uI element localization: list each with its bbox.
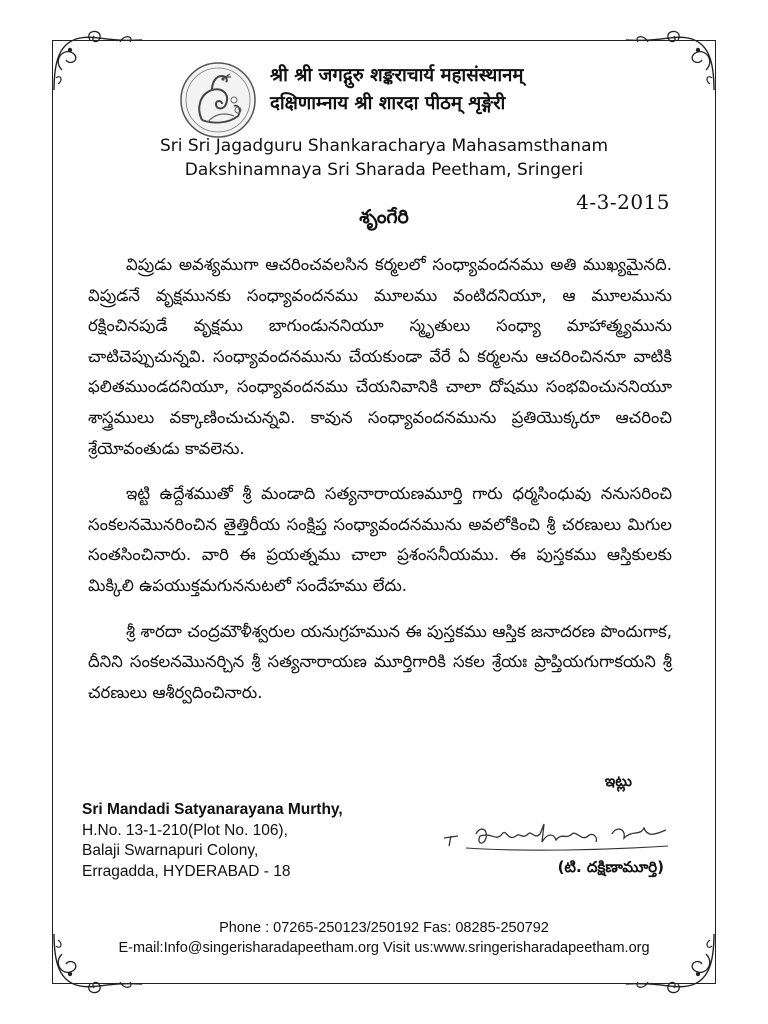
- sanskrit-title-line2: दक्षिणाम्नाय श्री शारदा पीठम् शृङ्गेरी: [270, 93, 506, 114]
- body-paragraph: శ్రీ శారదా చంద్రమౌళీశ్వరుల యనుగ్రహమున ఈ పుస్తకము ఆస్తిక జనాదరణ పొందుగాక, దీనిని సంకలనమొనర్చిన శ్రీ సత్యనారాయణ మూర్తిగారికి సకల శ్రేయః ప్రాప్తియగుగాకయని శ్రీ చరణులు ఆశీర్వదించినారు.: [88, 621, 672, 702]
- address-line: H.No. 13-1-210(Plot No. 106),: [82, 821, 288, 839]
- footer-contact: [0, 918, 768, 958]
- sanskrit-title-line1: श्री श्री जगद्गुरु शङ्कराचार्य महासंस्थानम्: [270, 65, 524, 86]
- english-title-line2: Dakshinamnaya Sri Sharada Peetham, Sringeri: [184, 160, 584, 180]
- body-paragraph: విప్రుడు అవశ్యముగా ఆచరించవలసిన కర్మలలో సంధ్యావందనము అతి ముఖ్యమైనది. విప్రుడనే వృక్షమునకు సంధ్యావందనము మూలము వంటిదనియూ, ఆ మూలమును రక్షించినపుడే వృక్షము బాగుండుననియూ స్మృతులు సంధ్యా మాహాత్మ్యమును చాటిచెప్పుచున్నవి. సంధ్యావందనమును చేయకుండా వేరే ఏ కర్మలను ఆచరించిననూ వాటికి ఫలితముండదనియూ, సంధ్యావందనము చేయనివానికి చాలా దోషము సంభవించుననియూ శాస్త్రములు వక్కాణించుచున్నవి. కావున సంధ్యావందనమును ప్రతియొక్కరూ ఆచరించి శ్రేయోవంతుడు కావలెను.: [88, 255, 672, 458]
- signer-name: (టి. దక్షిణామూర్తి): [557, 858, 664, 876]
- footer-email-website: E-mail:Info@singerisharadapeetham.org Visit us:www.sringerisharadapeetham.org: [118, 940, 650, 956]
- footer-phone: Phone : 07265-250123/250192 Fas: 08285-250792: [219, 920, 549, 936]
- letterhead: [60, 56, 708, 180]
- letter-place: శృంగేరి: [359, 206, 409, 228]
- sanskrit-title: [270, 62, 630, 118]
- letter-date: 4-3-2015: [576, 190, 670, 214]
- english-title-line1: Sri Sri Jagadguru Shankaracharya Mahasamsthanam: [159, 136, 609, 156]
- letter-body: [88, 250, 672, 723]
- peacock-emblem-icon: [178, 60, 258, 140]
- body-paragraph: ఇట్టి ఉద్దేశముతో శ్రీ మండాది సత్యనారాయణమూర్తి గారు ధర్మసింధువు ననుసరించి సంకలనమొనరించిన తైత్తిరీయ సంక్షిప్త సంధ్యావందనమును అవలోకించి శ్రీ చరణులు మిగుల సంతసించినారు. వారి ఈ ప్రయత్నము చాలా ప్రశంసనీయము. ఈ పుస్తకము ఆస్తికులకు మిక్కిలి ఉపయుక్తమగుననుటలో సందేహము లేదు.: [88, 484, 672, 595]
- recipient-name: Sri Mandadi Satyanarayana Murthy,: [82, 801, 343, 818]
- address-line: Balaji Swarnapuri Colony,: [82, 842, 259, 859]
- address-line: Erragadda, HYDERABAD - 18: [82, 862, 291, 880]
- handwritten-signature: [436, 812, 676, 856]
- closing-text: ఇట్లు: [604, 772, 632, 790]
- english-title: [60, 134, 708, 182]
- recipient-address: [82, 800, 343, 882]
